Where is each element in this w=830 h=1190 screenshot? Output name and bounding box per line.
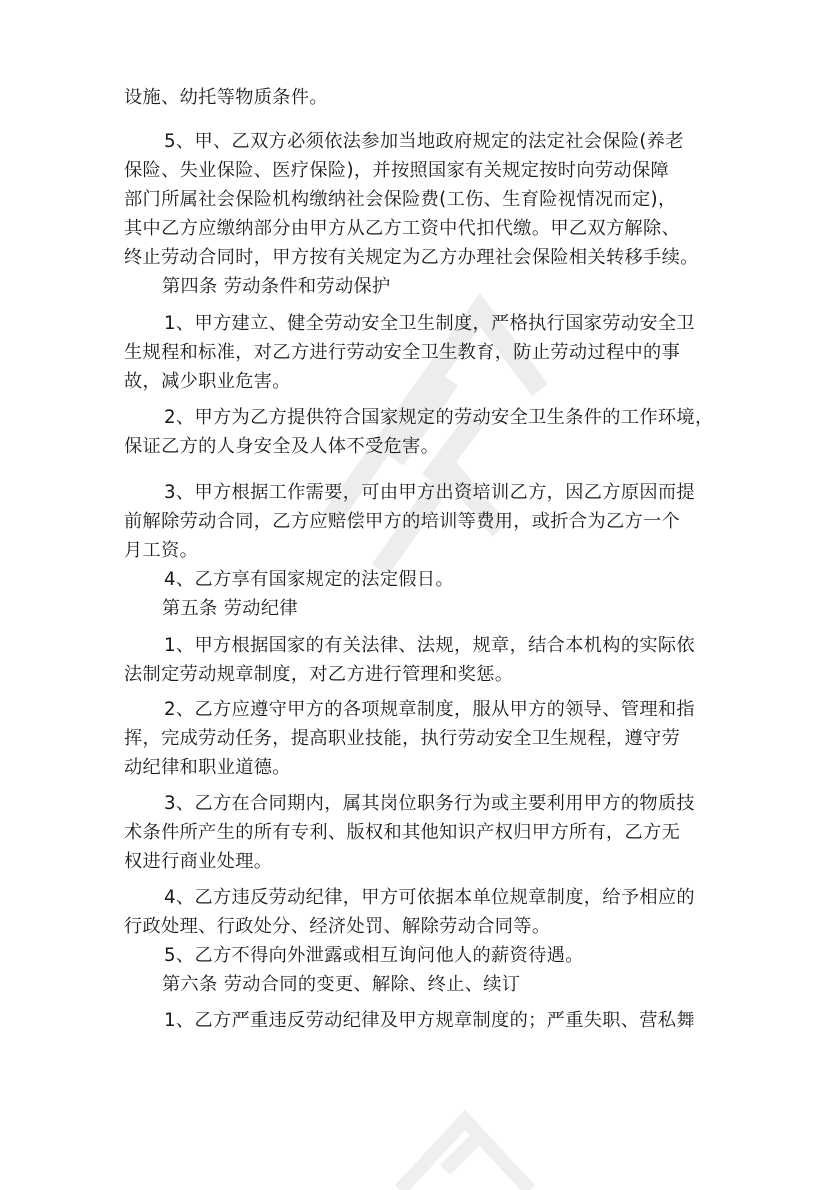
paragraph-line: 5、乙方不得向外泄露或相互询问他人的薪资待遇。 <box>164 945 584 966</box>
paragraph-line: 前解除劳动合同，乙方应赔偿甲方的培训等费用，或折合为乙方一个 <box>124 511 681 532</box>
paragraph-line: 行政处理、行政处分、经济处罚、解除劳动合同等。 <box>124 916 551 937</box>
paragraph-line: 4、乙方享有国家规定的法定假日。 <box>164 569 454 590</box>
paragraph-line: 终止劳动合同时，甲方按有关规定为乙方办理社会保险相关转移手续。 <box>124 247 699 268</box>
paragraph-line: 4、乙方违反劳动纪律，甲方可依据本单位规章制度，给予相应的 <box>164 887 695 908</box>
paragraph-line: 术条件所产生的所有专利、版权和其他知识产权归甲方所有，乙方无 <box>124 822 681 843</box>
paragraph-line: 3、甲方根据工作需要，可由甲方出资培训乙方，因乙方原因而提 <box>164 482 695 503</box>
paragraph-line: 故，减少职业危害。 <box>124 371 291 392</box>
paragraph-line: 保险、失业保险、医疗保险)，并按照国家有关规定按时向劳动保障 <box>124 160 670 181</box>
paragraph-line: 2、乙方应遵守甲方的各项规章制度，服从甲方的领导、管理和指 <box>164 699 695 720</box>
paragraph-line: 挥，完成劳动任务，提高职业技能，执行劳动安全卫生规程，遵守劳 <box>124 728 681 749</box>
paragraph-line: 1、甲方建立、健全劳动安全卫生制度，严格执行国家劳动安全卫 <box>164 313 695 334</box>
section-heading-article-4: 第四条 劳动条件和劳动保护 <box>162 276 391 297</box>
paragraph-line: 1、乙方严重违反劳动纪律及甲方规章制度的；严重失职、营私舞 <box>164 1010 695 1031</box>
paragraph-line: 其中乙方应缴纳部分由甲方从乙方工资中代扣代缴。甲乙双方解除、 <box>124 218 681 239</box>
paragraph-line: 生规程和标准，对乙方进行劳动安全卫生教育，防止劳动过程中的事 <box>124 342 681 363</box>
paragraph-line: 5、甲、乙双方必须依法参加当地政府规定的法定社会保险(养老 <box>164 131 684 152</box>
paragraph-line: 1、甲方根据国家的有关法律、法规，规章，结合本机构的实际依 <box>164 635 695 656</box>
paragraph-line: 权进行商业处理。 <box>124 851 273 872</box>
watermark-logo-bottom <box>390 1110 540 1190</box>
paragraph-line: 3、乙方在合同期内，属其岗位职务行为或主要利用甲方的物质技 <box>164 793 695 814</box>
paragraph-line: 法制定劳动规章制度，对乙方进行管理和奖惩。 <box>124 664 514 685</box>
paragraph-line: 设施、幼托等物质条件。 <box>124 87 328 108</box>
section-heading-article-6: 第六条 劳动合同的变更、解除、终止、续订 <box>162 974 521 995</box>
section-heading-article-5: 第五条 劳动纪律 <box>162 598 298 619</box>
paragraph-line: 保证乙方的人身安全及人体不受危害。 <box>124 436 440 457</box>
paragraph-line: 月工资。 <box>124 540 199 561</box>
paragraph-line: 部门所属社会保险机构缴纳社会保险费(工伤、生育险视情况而定)， <box>124 189 677 210</box>
paragraph-line: 动纪律和职业道德。 <box>124 757 291 778</box>
paragraph-line: 2、甲方为乙方提供符合国家规定的劳动安全卫生条件的工作环境， <box>164 407 714 428</box>
